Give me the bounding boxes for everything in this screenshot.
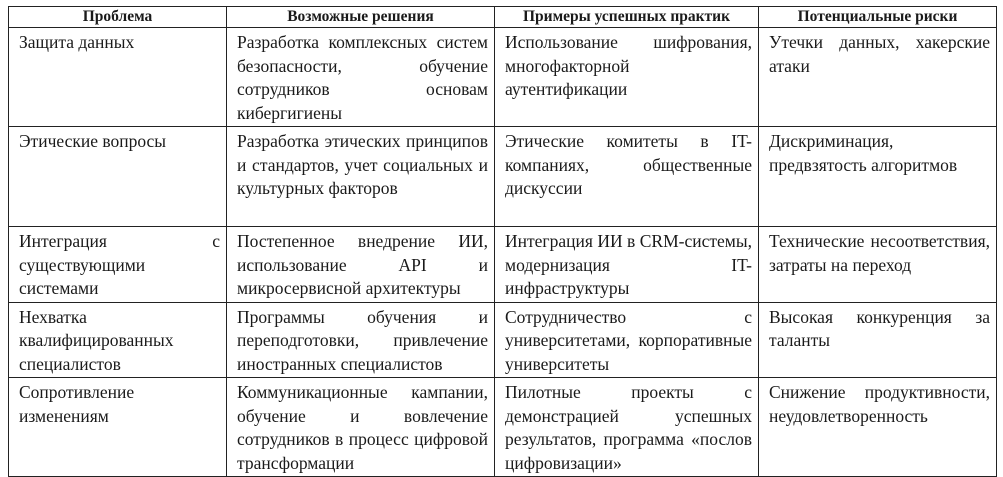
- cell-solutions: Разработка комплексных систем безопасности, обучение сотрудников основам кибергигиены: [227, 28, 495, 127]
- table-row: [9, 302, 997, 378]
- table-row: [9, 127, 997, 227]
- cell-practices: Пилотные проекты с демонстрацией успешных результатов, программа «послов цифровизации»: [495, 378, 759, 477]
- cell-practices: Сотрудничество с университетами, корпоративные университеты: [495, 302, 759, 378]
- cell-solutions: Разработка этических принципов и стандартов, учет социальных и культурных факторов: [227, 127, 495, 227]
- cell-practices: Этические комитеты в IT-компаниях, общественные дискуссии: [495, 127, 759, 227]
- cell-risks: Снижение продуктивности, неудовлетворенность: [759, 378, 997, 477]
- cell-problem: Этические вопросы: [9, 127, 227, 227]
- table-header-row: [9, 7, 997, 28]
- challenges-table: [8, 6, 997, 477]
- table-row: [9, 227, 997, 303]
- cell-problem: Интеграция с существующими системами: [9, 227, 227, 303]
- cell-risks: Дискриминация, предвзятость алгоритмов: [759, 127, 997, 227]
- cell-problem: Нехватка квалифицированных специалистов: [9, 302, 227, 378]
- cell-practices: Интеграция ИИ в CRM-системы, модернизация IT-инфраструктуры: [495, 227, 759, 303]
- cell-risks: Утечки данных, хакерские атаки: [759, 28, 997, 127]
- cell-practices: Использование шифрования, многофакторной аутентификации: [495, 28, 759, 127]
- header-practices: Примеры успешных практик: [495, 7, 759, 28]
- header-risks: Потенциальные риски: [759, 7, 997, 28]
- header-problem: Проблема: [9, 7, 227, 28]
- cell-solutions: Коммуникационные кампании, обучение и вовлечение сотрудников в процесс цифровой трансформации: [227, 378, 495, 477]
- table-row: [9, 28, 997, 127]
- cell-risks: Высокая конкуренция за таланты: [759, 302, 997, 378]
- cell-solutions: Программы обучения и переподготовки, привлечение иностранных специалистов: [227, 302, 495, 378]
- header-solutions: Возможные решения: [227, 7, 495, 28]
- cell-solutions: Постепенное внедрение ИИ, использование API и микросервисной архитектуры: [227, 227, 495, 303]
- cell-problem: Защита данных: [9, 28, 227, 127]
- cell-risks: Технические несоответствия, затраты на переход: [759, 227, 997, 303]
- table-row: [9, 378, 997, 477]
- cell-problem: Сопротивление изменениям: [9, 378, 227, 477]
